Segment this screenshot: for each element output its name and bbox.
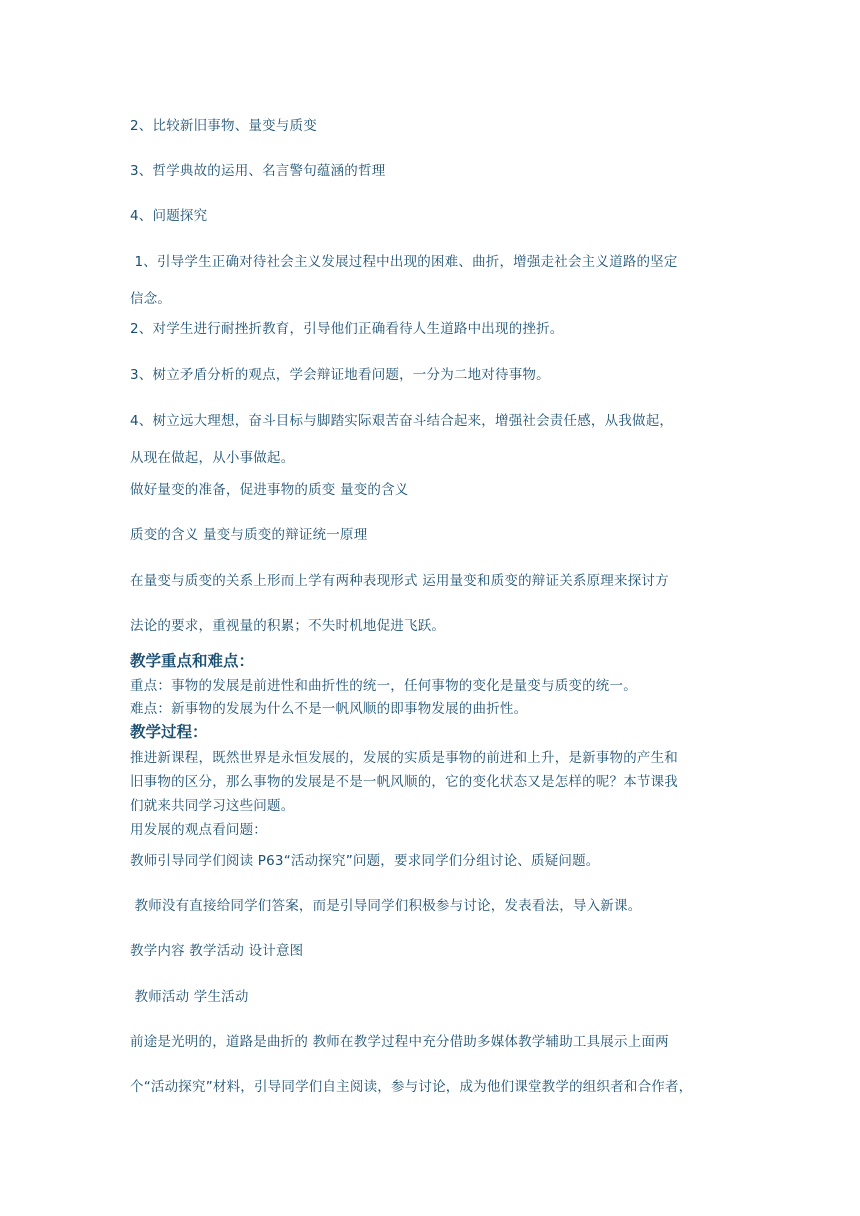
process-line: 教学内容 教学活动 设计意图 — [130, 943, 304, 959]
process-line: 教师活动 学生活动 — [130, 989, 249, 1005]
text-line: 做好量变的准备，促进事物的质变 量变的含义 — [130, 482, 409, 498]
text-line: 2、对学生进行耐挫折教育，引导他们正确看待人生道路中出现的挫折。 — [130, 321, 564, 337]
text-line: 4、树立远大理想，奋斗目标与脚踏实际艰苦奋斗结合起来，增强社会责任感，从我做起， — [130, 413, 674, 429]
text-line: 法论的要求，重视量的积累；不失时机地促进飞跃。 — [130, 618, 446, 634]
text-line: 3、哲学典故的运用、名言警句蕴涵的哲理 — [130, 163, 386, 179]
text-line: 从现在做起，从小事做起。 — [130, 450, 295, 466]
process-line: 前途是光明的，道路是曲折的 教师在教学过程中充分借助多媒体教学辅助工具展示上面两 — [130, 1034, 669, 1050]
text-line: 2、比较新旧事物、量变与质变 — [130, 118, 317, 134]
text-line: 1、引导学生正确对待社会主义发展过程中出现的困难、曲折，增强走社会主义道路的坚定 — [130, 254, 678, 270]
process-line: 们就来共同学习这些问题。 — [130, 798, 295, 814]
text-line: 质变的含义 量变与质变的辩证统一原理 — [130, 527, 368, 543]
text-line: 信念。 — [130, 291, 172, 307]
process-line: 个“活动探究”材料，引导同学们自主阅读，参与讨论，成为他们课堂教学的组织者和合作者， — [130, 1079, 693, 1095]
text-line: 在量变与质变的关系上形而上学有两种表现形式 运用量变和质变的辩证关系原理来探讨方 — [130, 573, 669, 589]
process-line: 旧事物的区分，那么事物的发展是不是一帆风顺的，它的变化状态又是怎样的呢？本节课我 — [130, 774, 678, 790]
process-line: 教师引导同学们阅读 P63“活动探究”问题，要求同学们分组讨论、质疑问题。 — [130, 853, 600, 869]
text-line: 3、树立矛盾分析的观点，学会辩证地看问题，一分为二地对待事物。 — [130, 367, 550, 383]
text-line: 4、问题探究 — [130, 208, 208, 224]
section-heading-key-points: 教学重点和难点： — [130, 652, 255, 670]
process-line: 推进新课程，既然世界是永恒发展的，发展的实质是事物的前进和上升，是新事物的产生和 — [130, 750, 678, 766]
section-heading-process: 教学过程： — [130, 723, 208, 741]
key-point-line: 重点：事物的发展是前进性和曲折性的统一，任何事物的变化是量变与质变的统一。 — [130, 678, 637, 694]
process-line: 教师没有直接给同学们答案，而是引导同学们积极参与讨论，发表看法，导入新课。 — [130, 898, 642, 914]
process-line: 用发展的观点看问题： — [130, 822, 267, 838]
key-point-line: 难点：新事物的发展为什么不是一帆风顺的即事物发展的曲折性。 — [130, 701, 528, 717]
